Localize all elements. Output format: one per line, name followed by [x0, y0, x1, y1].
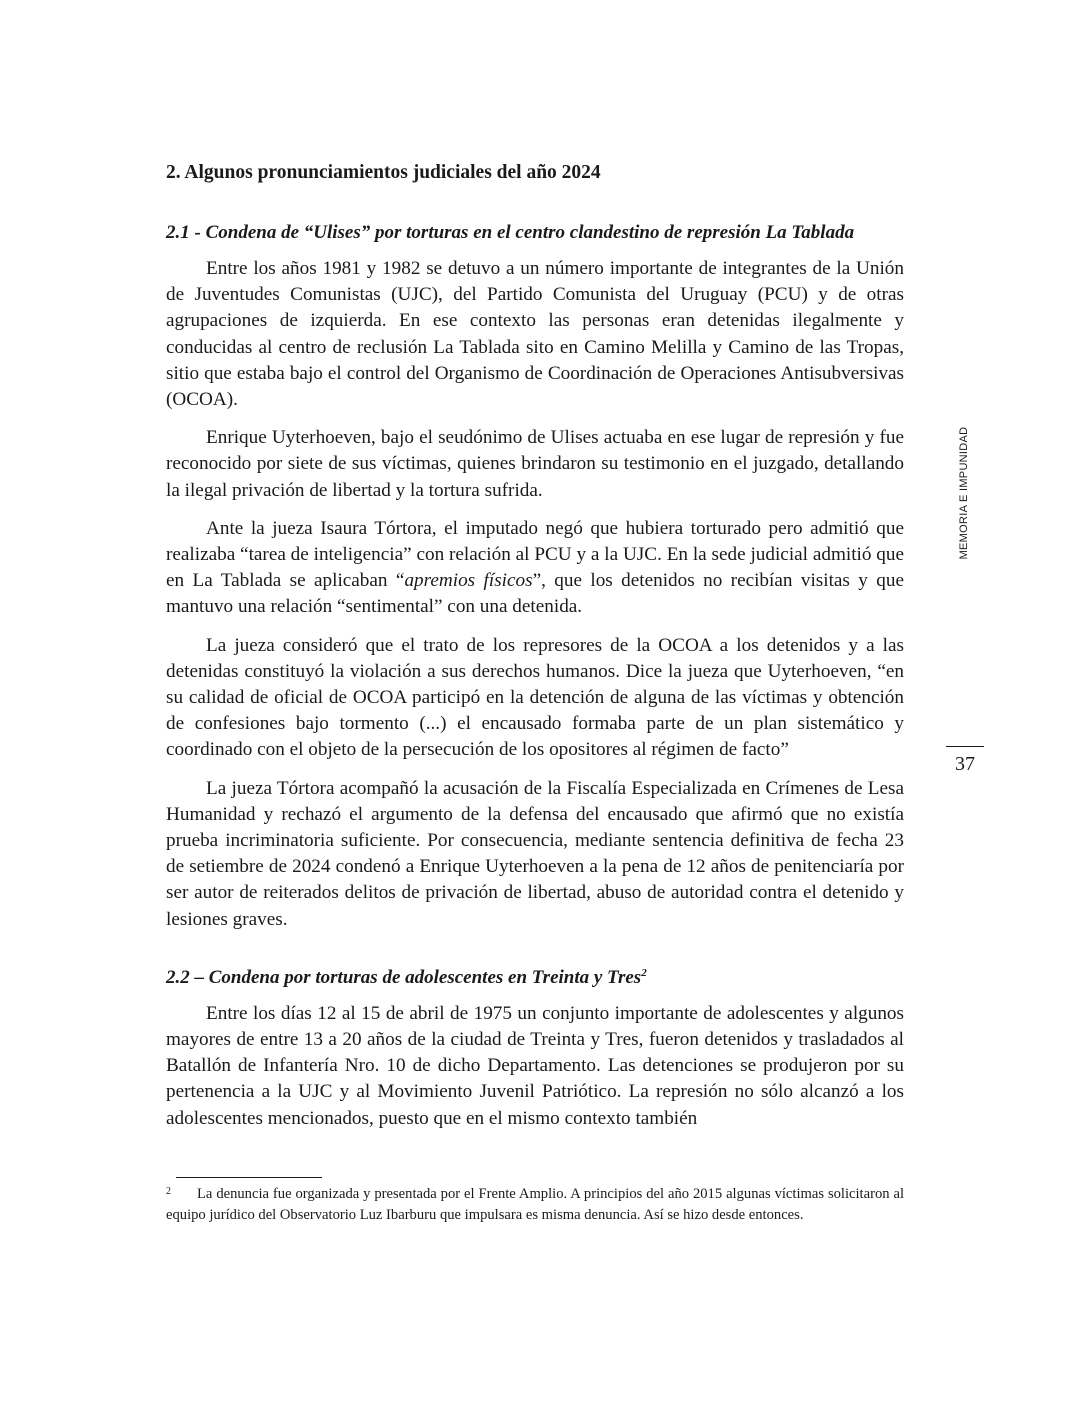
paragraph-3-text-b: ”, que los detenidos no recibían visitas y que mantuvo una relación “sentimental” con una detenida. — [166, 570, 904, 618]
footnote: 2 La denuncia fue organizada y presentada por el Frente Amplio. A principios del año 2015 algunas víctimas solicitaron al equipo jurídico del Observatorio Luz Ibarburu que impulsara es misma denuncia. Así se hizo desde entonces. — [166, 1186, 904, 1223]
footnote-separator — [176, 1177, 322, 1178]
subsection-heading-2-2 — [166, 965, 904, 991]
paragraph-1: Entre los años 1981 y 1982 se detuvo a un número importante de integrantes de la Unión de Juventudes Comunistas (UJC), del Partido Comunista del Uruguay (PCU) y de otras agrupaciones de izquierda. En ese contexto las personas eran detenidas ilegalmente y conducidas al centro de reclusión La Tablada sito en Camino Melilla y Camino de las Tropas, sitio que estaba bajo el control del Organismo de Coordinación de Operaciones Antisubversivas (OCOA). — [166, 258, 904, 411]
paragraph-3-text-a: Ante la jueza Isaura Tórtora, el imputado negó que hubiera torturado pero admitió que realizaba “tarea de inteligencia” con relación al PCU y a la UJC. En la sede judicial admitió que en La Tablada se aplicaban “ — [166, 517, 904, 592]
footnote-text: La denuncia fue organizada y presentada por el Frente Amplio. A principios del año 2015 algunas víctimas solicitaron al equipo jurídico del Observatorio Luz Ibarburu que impulsara es misma denuncia. Así se hizo desde entonces. — [166, 1186, 904, 1223]
paragraph-5: La jueza Tórtora acompañó la acusación de la Fiscalía Especializada en Crímenes de Lesa Humanidad y rechazó el argumento de la defensa del encausado que afirmó que no existía prueba incriminatoria suficiente. Por consecuencia, mediante sentencia definitiva de fecha 23 de setiembre de 2024 condenó a Enrique Uyterhoeven a la pena de 12 años de penitenciaría por ser autor de reiterados delitos de privación de libertad, abuso de autoridad contra el detenido y lesiones graves. — [166, 777, 904, 930]
paragraph-6: Entre los días 12 al 15 de abril de 1975 un conjunto importante de adolescentes y algunos mayores de entre 13 a 20 años de la ciudad de Treinta y Tres, fueron detenidos y trasladados al Batallón de Infantería Nro. 10 de dicho Departamento. Las detenciones se produjeron por su pertenencia a la UJC y al Movimiento Juvenil Patriótico. La represión no sólo alcanzó a los adolescentes mencionados, puesto que en el mismo contexto también — [166, 1002, 904, 1129]
paragraph-4: La jueza consideró que el trato de los represores de la OCOA a los detenidos y a las detenidas constituyó la violación a sus derechos humanos. Dice la jueza que Uyterhoeven, “en su calidad de oficial de OCOA participó en la detención de alguna de las víctimas y obtención de confesiones bajo tormento (...) el encausado formaba parte de un plan sistemático y coordinado con el objeto de la persecución de los opositores al régimen de facto” — [166, 634, 904, 761]
paragraph-2: Enrique Uyterhoeven, bajo el seudónimo de Ulises actuaba en ese lugar de represión y fue reconocido por siete de sus víctimas, quienes brindaron su testimonio en el juzgado, detallando la ilegal privación de libertad y la tortura sufrida. — [166, 427, 904, 501]
page-number-rule — [946, 746, 984, 747]
subsection-heading-2-1-text: 2.1 - Condena de “Ulises” por torturas en el centro clandestino de represión La Tablada — [166, 222, 855, 243]
paragraph-3-emphasis: apremios físicos — [404, 570, 533, 592]
running-header-text: MEMORIA E IMPUNIDAD — [958, 426, 970, 560]
paragraph-3 — [166, 516, 904, 621]
subsection-heading-2-2-text: 2.2 – Condena por torturas de adolescentes en Treinta y Tres — [166, 966, 642, 988]
running-header-vertical — [955, 419, 973, 567]
footnote-reference[interactable]: 2 — [641, 966, 647, 979]
page-number: 37 — [955, 753, 975, 775]
section-heading: 2. Algunos pronunciamientos judiciales del año 2024 — [166, 162, 601, 183]
subsection-heading-2-1 — [166, 220, 904, 246]
main-text-column — [166, 160, 904, 1144]
